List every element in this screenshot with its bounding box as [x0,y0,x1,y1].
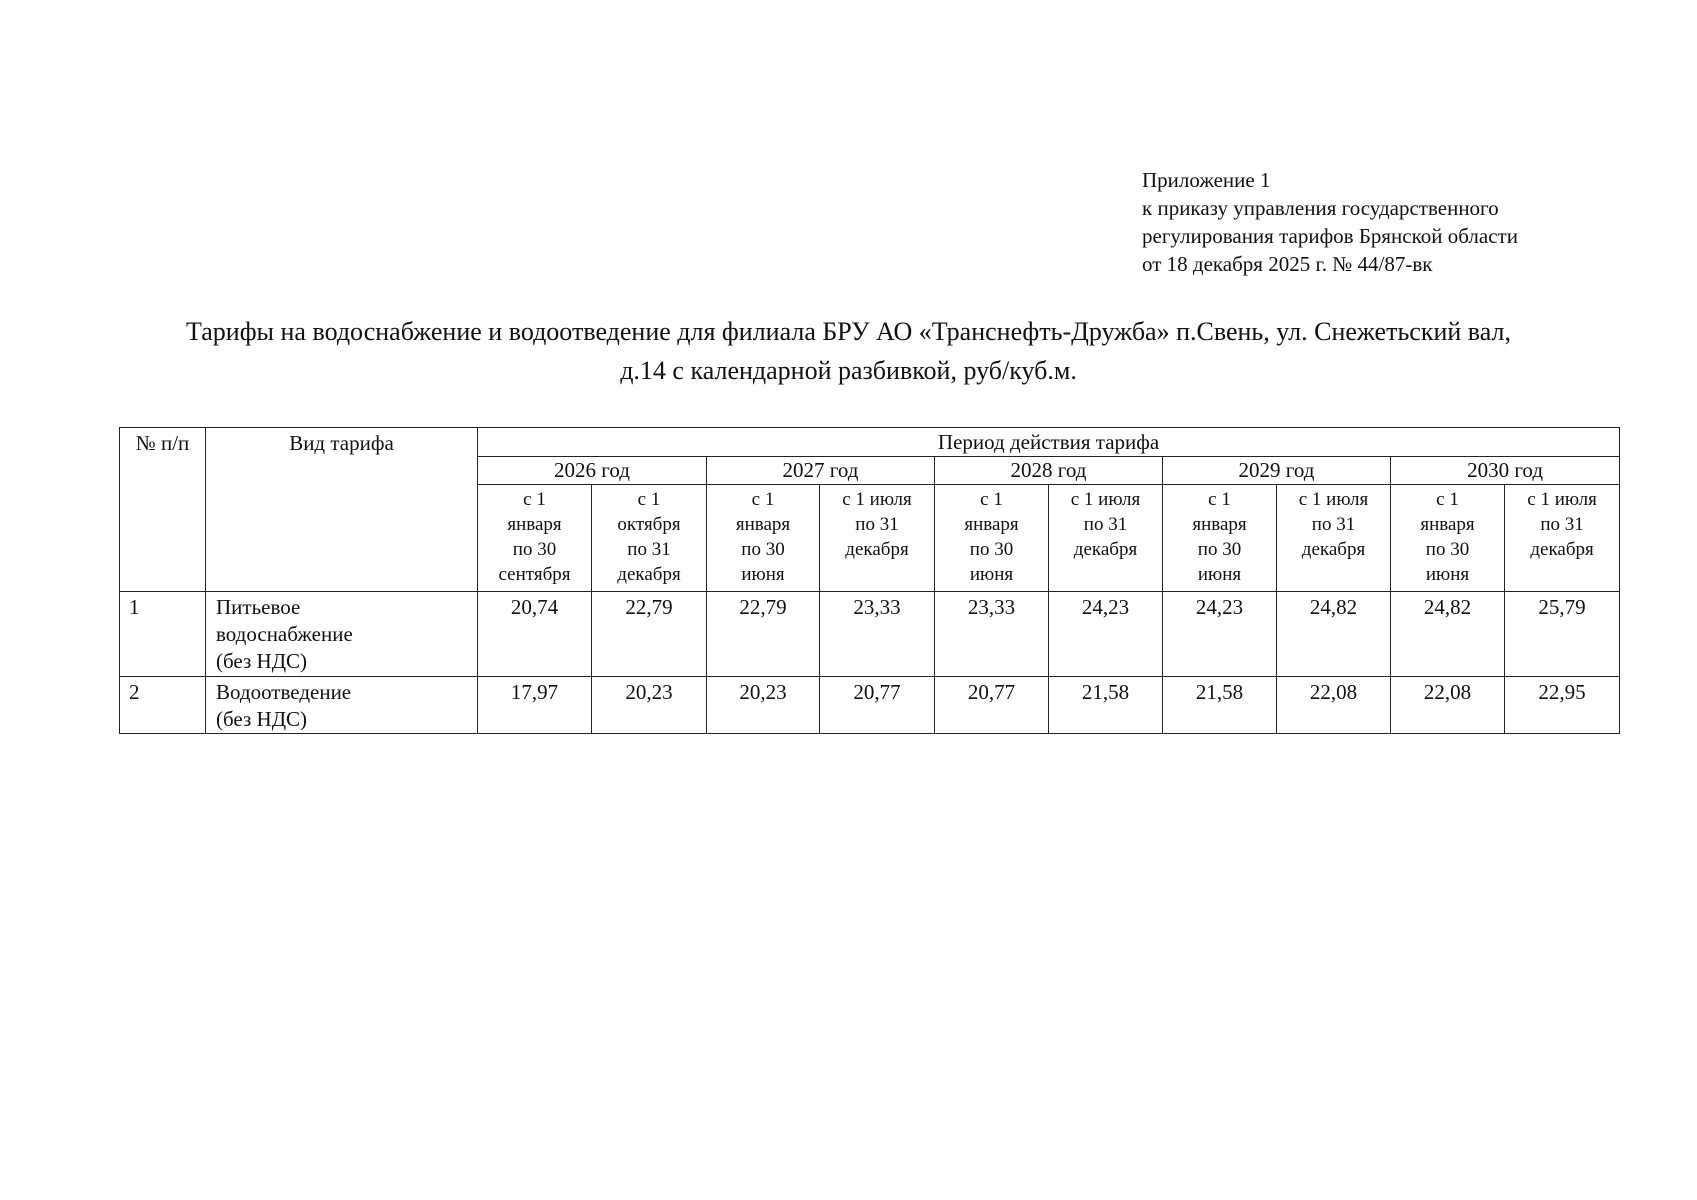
document-title [60,312,1637,390]
tariff-value: 20,77 [820,677,935,734]
subperiod-text: с 1 [751,489,775,510]
subperiod-header [820,485,935,592]
subperiod-text: по 31 [1083,514,1128,535]
table-row [120,592,1620,677]
subperiod-text: июня [741,564,785,585]
subperiod-header [707,485,820,592]
tariff-value: 22,95 [1505,677,1620,734]
document-title-line: д.14 с календарной разбивкой, руб/куб.м. [620,356,1077,385]
subperiod-header [1163,485,1277,592]
tariff-kind-text: водоснабжение [216,622,353,646]
subperiod-text: по 30 [1425,539,1470,560]
tariff-kind-text: (без НДС) [216,707,308,731]
column-header-tariff-kind: Вид тарифа [206,428,478,592]
subperiod-text: июня [1197,564,1242,585]
subperiod-text: июня [1425,564,1470,585]
tariff-value: 23,33 [820,592,935,677]
document-title-line: Тарифы на водоснабжение и водоотведение для филиала БРУ АО «Транснефть-Дружба» п.Свень, ул. Снежетьский вал, [186,317,1511,346]
tariff-value: 21,58 [1163,677,1277,734]
subperiod-text: декабря [1073,539,1138,560]
subperiod-text: октября [617,514,681,535]
subperiod-text: по 30 [741,539,785,560]
tariff-value: 22,08 [1277,677,1391,734]
tariff-value: 24,82 [1391,592,1505,677]
row-number: 1 [120,592,206,677]
subperiod-text: декабря [845,539,909,560]
subperiod-text: января [735,514,791,535]
subperiod-text: с 1 [1208,489,1231,510]
tariff-value: 22,79 [592,592,707,677]
subperiod-text: с 1 [1436,489,1459,510]
subperiod-text: января [507,514,562,535]
year-header: 2030 год [1391,457,1620,485]
subperiod-text: с 1 [980,489,1003,510]
year-header: 2029 год [1163,457,1391,485]
tariff-value: 24,82 [1277,592,1391,677]
subperiod-header [935,485,1049,592]
tariff-kind [206,677,478,734]
subperiod-text: с 1 [637,489,661,510]
year-header: 2028 год [935,457,1163,485]
subperiod-text: с 1 июля [1298,489,1369,510]
subperiod-text: по 30 [1197,539,1242,560]
subperiod-text: июня [969,564,1014,585]
subperiod-text: по 31 [1540,514,1584,535]
subperiod-text: сентября [498,564,571,585]
subperiod-text: января [1192,514,1247,535]
tariff-value: 24,23 [1163,592,1277,677]
header-row-period [120,428,1620,457]
subperiod-header [592,485,707,592]
appendix-line: регулирования тарифов Брянской области [1142,224,1518,248]
tariff-value: 21,58 [1049,677,1163,734]
appendix-line: Приложение 1 [1142,168,1271,192]
year-header: 2027 год [707,457,935,485]
subperiod-header [1391,485,1505,592]
subperiod-text: декабря [1301,539,1366,560]
tariff-kind [206,592,478,677]
tariff-value: 20,23 [707,677,820,734]
tariff-kind-text: Водоотведение [216,680,352,704]
tariff-value: 23,33 [935,592,1049,677]
subperiod-text: декабря [1530,539,1594,560]
tariff-value: 22,79 [707,592,820,677]
tariff-value: 24,23 [1049,592,1163,677]
appendix-line: к приказу управления государственного [1142,196,1499,220]
subperiod-text: по 31 [627,539,671,560]
subperiod-text: с 1 июля [842,489,912,510]
tariff-value: 20,74 [478,592,592,677]
tariff-table [119,427,1620,734]
table-row [120,677,1620,734]
column-header-period: Период действия тарифа [478,428,1620,457]
subperiod-text: с 1 июля [1070,489,1141,510]
tariff-value: 25,79 [1505,592,1620,677]
subperiod-header [1505,485,1620,592]
tariff-value: 17,97 [478,677,592,734]
subperiod-header [1277,485,1391,592]
tariff-kind-text: Питьевое [216,595,301,619]
row-number: 2 [120,677,206,734]
appendix-header [1142,166,1518,278]
tariff-value: 20,77 [935,677,1049,734]
subperiod-text: с 1 июля [1527,489,1597,510]
tariff-value: 20,23 [592,677,707,734]
subperiod-header [1049,485,1163,592]
appendix-line: от 18 декабря 2025 г. № 44/87-вк [1142,252,1433,276]
column-header-number: № п/п [120,428,206,592]
subperiod-text: января [1420,514,1475,535]
tariff-value: 22,08 [1391,677,1505,734]
subperiod-text: с 1 [523,489,546,510]
subperiod-text: декабря [617,564,681,585]
subperiod-text: января [964,514,1019,535]
subperiod-text: по 31 [1311,514,1356,535]
tariff-kind-text: (без НДС) [216,649,308,673]
year-header: 2026 год [478,457,707,485]
subperiod-text: по 31 [855,514,899,535]
subperiod-text: по 30 [969,539,1014,560]
subperiod-header [478,485,592,592]
subperiod-text: по 30 [512,539,557,560]
